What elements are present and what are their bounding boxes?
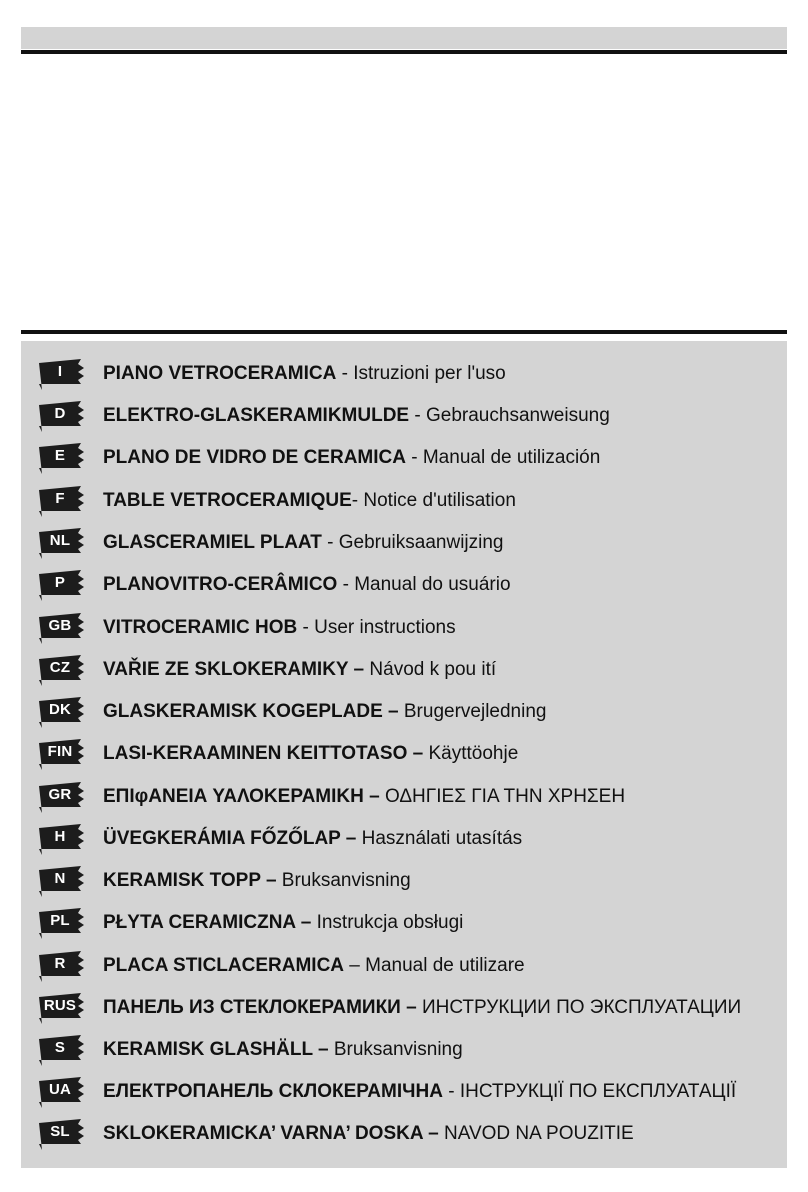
header-band [21, 27, 787, 49]
language-row-h [21, 818, 787, 858]
language-entry [103, 446, 600, 470]
language-code: RUS [43, 997, 77, 1014]
language-row-gb [21, 607, 787, 647]
language-entry [103, 531, 504, 555]
manual-subtitle: ІНСТРУКЦІЇ ПО ЕКСПЛУАТАЦІЇ [459, 1081, 737, 1102]
manual-subtitle: Bruksanvisning [281, 870, 411, 891]
manual-subtitle: Brugervejledning [403, 701, 547, 722]
title-separator: - [321, 532, 339, 553]
title-separator: - [442, 1081, 460, 1102]
product-title: ELEKTRO-GLASKERAMIKMULDE [103, 405, 410, 426]
language-entry [103, 658, 496, 682]
language-row-pl [21, 902, 787, 942]
language-row-fin [21, 733, 787, 773]
manual-subtitle: Käyttöohje [428, 743, 519, 764]
language-row-cz [21, 649, 787, 689]
language-entry [103, 1038, 463, 1062]
language-row-d [21, 395, 787, 435]
language-code: S [54, 1039, 66, 1056]
language-row-nl [21, 522, 787, 562]
language-code: DK [48, 701, 72, 718]
product-title: KERAMISK GLASHÄLL – [103, 1039, 329, 1060]
language-code: NL [49, 532, 71, 549]
product-title: PLANOVITRO-CERÂMICO [103, 574, 338, 595]
manual-subtitle: Návod k pou ití [369, 659, 497, 680]
language-entry [103, 954, 525, 978]
title-separator: - [297, 617, 315, 638]
language-tab-pl [39, 908, 85, 940]
language-entry [103, 785, 625, 809]
language-list-panel [21, 341, 787, 1168]
product-title: SKLOKERAMICKA’ VARNA’ DOSKA – [103, 1123, 439, 1144]
language-tab-p [39, 570, 85, 602]
language-code: R [54, 955, 66, 972]
language-tab-r [39, 951, 85, 983]
language-entry [103, 827, 522, 851]
language-tab-i [39, 359, 85, 391]
language-entry [103, 996, 741, 1020]
language-entry [103, 700, 546, 724]
manual-subtitle: ΟΔΗΓΙΕΣ ΓΙΑ ΤΗΝ ΧΡΗΣΕΗ [384, 786, 626, 807]
language-row-ua [21, 1071, 787, 1111]
language-row-r [21, 945, 787, 985]
language-row-s [21, 1029, 787, 1069]
language-row-f [21, 480, 787, 520]
language-tab-sl [39, 1119, 85, 1151]
product-title: ΕΠΙφΑΝΕΙΑ ΥΑΛΟΚΕΡΑΜΙΚΗ – [103, 786, 380, 807]
language-row-gr [21, 776, 787, 816]
manual-subtitle: Instrukcja obsługi [316, 912, 464, 933]
language-row-n [21, 860, 787, 900]
language-row-i [21, 353, 787, 393]
language-tab-dk [39, 697, 85, 729]
language-code: FIN [47, 743, 73, 760]
product-title: TABLE VETROCERAMIQUE [103, 490, 352, 511]
product-title: ПАНЕЛЬ ИЗ СТЕКЛОКЕРАМИКИ – [103, 997, 417, 1018]
manual-subtitle: Bruksanvisning [333, 1039, 463, 1060]
language-entry [103, 1080, 736, 1104]
language-entry [103, 869, 411, 893]
language-code: P [54, 574, 66, 591]
section-rule [21, 330, 787, 334]
language-entry [103, 616, 456, 640]
manual-subtitle: Gebruiksaanwijzing [338, 532, 504, 553]
language-code: E [54, 447, 66, 464]
product-title: KERAMISK TOPP – [103, 870, 277, 891]
title-separator: - [337, 574, 355, 595]
header-rule [21, 50, 787, 54]
language-tab-fin [39, 739, 85, 771]
language-entry [103, 404, 610, 428]
manual-subtitle: Istruzioni per l'uso [353, 363, 506, 384]
language-row-rus [21, 987, 787, 1027]
language-entry [103, 489, 516, 513]
title-separator: – [344, 955, 366, 976]
language-tab-nl [39, 528, 85, 560]
language-tab-d [39, 401, 85, 433]
product-title: PLANO DE VIDRO DE CERAMICA [103, 447, 406, 468]
language-tab-rus [39, 993, 85, 1025]
language-entry [103, 742, 518, 766]
product-title: ÜVEGKERÁMIA FŐZŐLAP – [103, 828, 357, 849]
language-entry [103, 573, 511, 597]
language-row-e [21, 437, 787, 477]
language-tab-n [39, 866, 85, 898]
manual-subtitle: Gebrauchsanweisung [426, 405, 610, 426]
language-tab-h [39, 824, 85, 856]
language-tab-gb [39, 613, 85, 645]
product-title: VITROCERAMIC HOB [103, 617, 298, 638]
product-title: VAŘIE ZE SKLOKERAMIKY – [103, 659, 365, 680]
language-row-p [21, 564, 787, 604]
language-code: N [54, 870, 66, 887]
manual-subtitle: Manual do usuário [354, 574, 511, 595]
title-separator: - [409, 405, 426, 426]
language-entry [103, 1122, 634, 1146]
language-entry [103, 911, 463, 935]
language-tab-f [39, 486, 85, 518]
language-code: SL [50, 1123, 70, 1140]
language-code: CZ [49, 659, 71, 676]
language-tab-s [39, 1035, 85, 1067]
product-title: GLASKERAMISK KOGEPLADE – [103, 701, 399, 722]
language-row-dk [21, 691, 787, 731]
manual-subtitle: ИНСТРУКЦИИ ПО ЭКСПЛУАТАЦИИ [421, 997, 742, 1018]
product-title: PIANO VETROCERAMICA [103, 363, 337, 384]
language-code: I [57, 363, 63, 380]
language-code: GB [48, 617, 72, 634]
language-tab-e [39, 443, 85, 475]
language-code: H [54, 828, 66, 845]
product-title: ЕЛЕКТРОПАНЕЛЬ СКЛОКЕРАМІЧНА [103, 1081, 443, 1102]
language-tab-gr [39, 782, 85, 814]
manual-subtitle: Használati utasítás [361, 828, 523, 849]
title-separator: - [336, 363, 354, 384]
language-tab-ua [39, 1077, 85, 1109]
manual-subtitle: Manual de utilización [422, 447, 601, 468]
language-tab-cz [39, 655, 85, 687]
language-row-sl [21, 1113, 787, 1153]
product-title: GLASCERAMIEL PLAAT [103, 532, 322, 553]
product-title: PLACA STICLACERAMICA [103, 955, 345, 976]
title-separator: - [405, 447, 423, 468]
manual-subtitle: User instructions [314, 617, 456, 638]
language-code: F [55, 490, 65, 507]
product-title: LASI-KERAAMINEN KEITTOTASO – [103, 743, 424, 764]
title-separator: - [351, 490, 364, 511]
language-code: D [54, 405, 66, 422]
language-entry [103, 362, 506, 386]
product-title: PŁYTA CERAMICZNA – [103, 912, 312, 933]
manual-subtitle: Notice d'utilisation [363, 490, 516, 511]
manual-subtitle: Manual de utilizare [365, 955, 525, 976]
language-code: UA [48, 1081, 72, 1098]
language-code: GR [48, 786, 72, 803]
manual-subtitle: NAVOD NA POUZITIE [444, 1123, 634, 1144]
language-code: PL [50, 912, 70, 929]
